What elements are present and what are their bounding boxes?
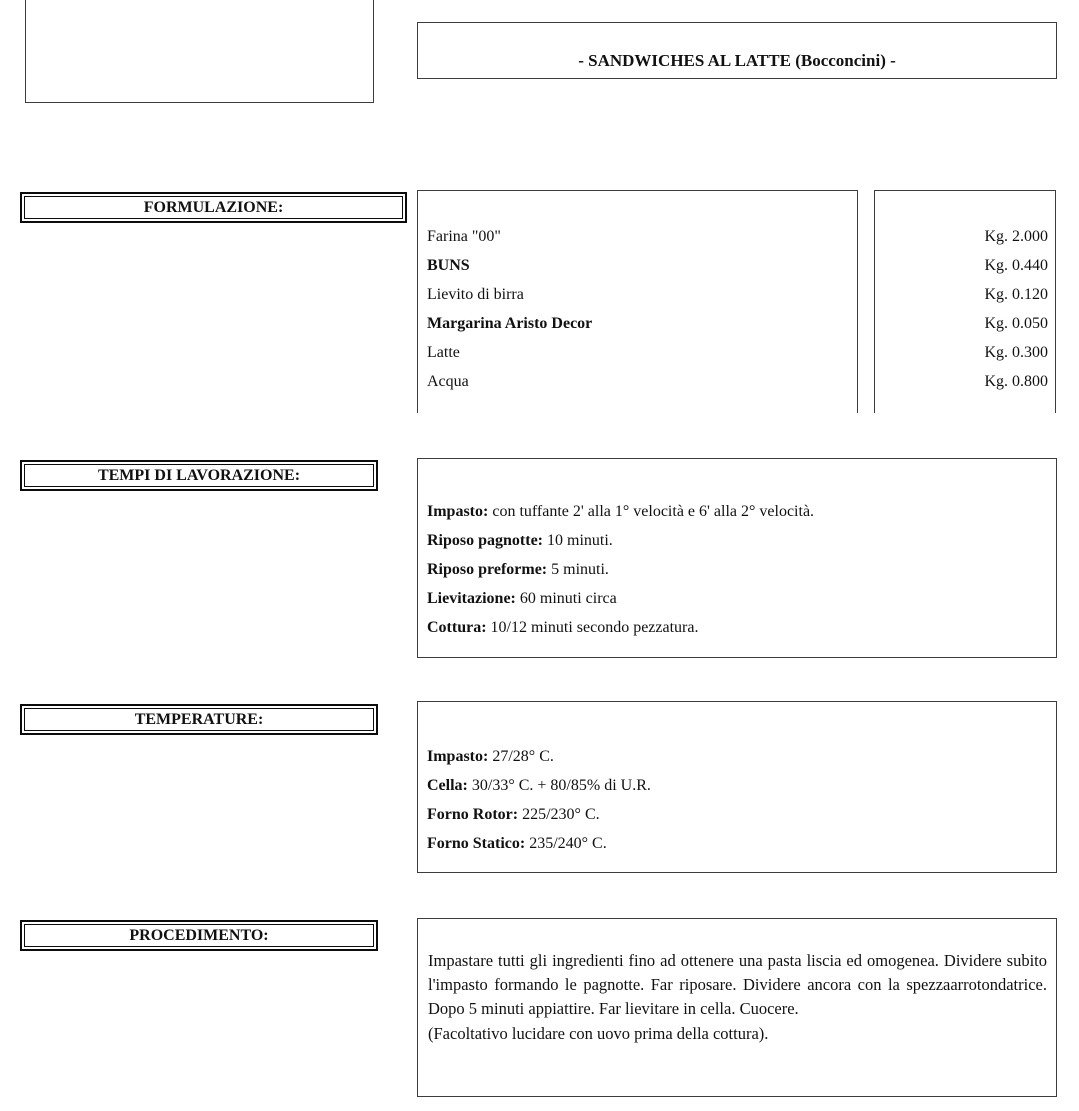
temperature-desc: 225/230° C. <box>522 806 600 823</box>
temperature-row <box>427 800 1046 829</box>
working-time-row <box>427 613 1046 642</box>
temperature-desc: 30/33° C. + 80/85% di U.R. <box>471 777 651 794</box>
ingredient-quantity: Kg. 0.300 <box>984 344 1048 361</box>
temperature-desc: 27/28° C. <box>492 748 554 765</box>
ingredient-name: Latte <box>427 344 460 361</box>
temperature-term: Forno Statico: <box>427 835 526 852</box>
temperature-term: Forno Rotor: <box>427 806 519 823</box>
working-time-desc: 10/12 minuti secondo pezzatura. <box>490 619 699 636</box>
temperature-row <box>427 829 1046 858</box>
temperature-term: Cella: <box>427 777 468 794</box>
working-time-term: Cottura: <box>427 619 487 636</box>
working-time-desc: 5 minuti. <box>551 561 609 578</box>
working-time-desc: 10 minuti. <box>547 532 613 549</box>
section-label-temperature <box>20 704 378 735</box>
procedure-text: Impastare tutti gli ingredienti fino ad ottenere una pasta liscia ed omogenea. Dividere subito l'impasto formando le pagnotte. Far riposare. Dividere ancora con la spezzaarrotondatrice. Dopo 5 minuti appiattire. Far lievitare in cella. Cuocere. <box>428 951 1047 1018</box>
ingredient-quantity: Kg. 0.120 <box>984 286 1048 303</box>
ingredient-name: Lievito di birra <box>427 286 524 303</box>
ingredient-name: BUNS <box>427 257 470 274</box>
temperature-row <box>427 742 1046 771</box>
procedure-note: (Facoltativo lucidare con uovo prima della cottura). <box>428 1024 769 1043</box>
section-label-procedimento-text: PROCEDIMENTO: <box>24 924 374 947</box>
working-time-term: Impasto: <box>427 503 489 520</box>
temperature-term: Impasto: <box>427 748 489 765</box>
working-time-term: Lievitazione: <box>427 590 516 607</box>
working-time-desc: 60 minuti circa <box>519 590 617 607</box>
ingredient-quantity: Kg. 0.440 <box>984 257 1048 274</box>
section-label-formulazione-text: FORMULAZIONE: <box>24 196 403 219</box>
working-time-row <box>427 497 1046 526</box>
working-times-box <box>417 458 1057 658</box>
recipe-title-box <box>417 22 1057 79</box>
temperature-row <box>427 771 1046 800</box>
section-label-tempi-text: TEMPI DI LAVORAZIONE: <box>24 464 374 487</box>
quantities-list <box>874 190 1056 413</box>
working-time-row <box>427 555 1046 584</box>
temperatures-box <box>417 701 1057 873</box>
working-time-row <box>427 526 1046 555</box>
ingredient-quantity: Kg. 0.800 <box>984 373 1048 390</box>
ingredients-list <box>417 190 858 413</box>
ingredient-quantity: Kg. 2.000 <box>984 228 1048 245</box>
working-time-term: Riposo preforme: <box>427 561 548 578</box>
procedure-box <box>417 918 1057 1097</box>
ingredient-name: Margarina Aristo Decor <box>427 315 593 332</box>
ingredient-name: Farina "00" <box>427 228 501 245</box>
temperature-desc: 235/240° C. <box>529 835 607 852</box>
ingredient-name: Acqua <box>427 373 469 390</box>
section-label-procedimento <box>20 920 378 951</box>
recipe-title: - SANDWICHES AL LATTE (Bocconcini) - <box>578 51 896 70</box>
working-time-desc: con tuffante 2' alla 1° velocità e 6' alla 2° velocità. <box>492 503 815 520</box>
working-time-row <box>427 584 1046 613</box>
ingredient-quantity: Kg. 0.050 <box>984 315 1048 332</box>
section-label-tempi <box>20 460 378 491</box>
section-label-temperature-text: TEMPERATURE: <box>24 708 374 731</box>
working-time-term: Riposo pagnotte: <box>427 532 544 549</box>
header-empty-box <box>25 0 374 103</box>
section-label-formulazione <box>20 192 407 223</box>
